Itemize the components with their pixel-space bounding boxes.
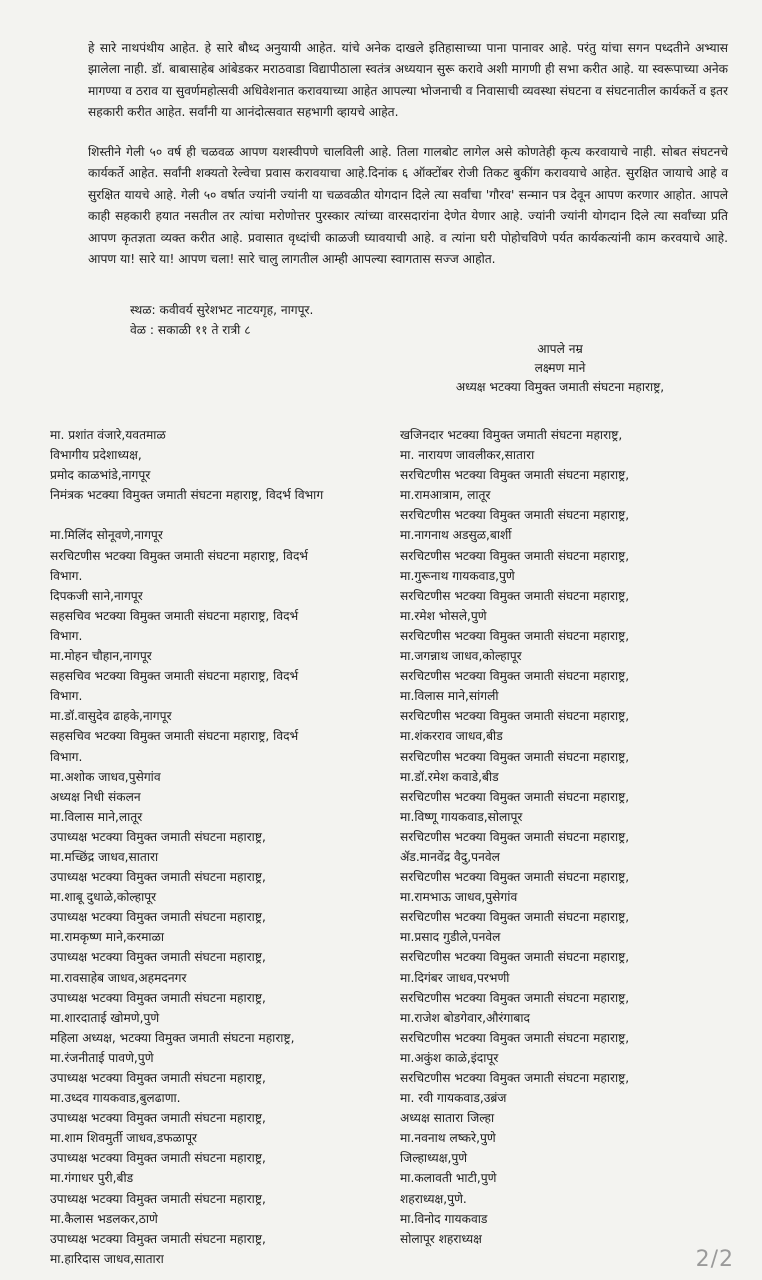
list-item: प्रमोद काळभांडे,नागपूर [50,468,151,483]
list-item: मा.जगन्नाथ जाधव,कोल्हापूर [400,649,522,664]
list-item: महिला अध्यक्ष, भटक्या विमुक्त जमाती संघटना महाराष्ट्र, [50,1030,295,1045]
list-item: मा.शाम शिवमुर्ती जाधव,डफळापूर [50,1131,197,1146]
venue-time: वेळ : सकाळी ११ ते रात्री ८ [130,323,251,337]
list-item: मा.प्रसाद गुडीले,पनवेल [400,930,501,945]
signature-block [400,340,720,397]
office-bearers-left-column [50,425,385,1269]
list-item [50,505,385,525]
list-item: मा. नारायण जावलीकर,सातारा [400,448,535,463]
list-item: निमंत्रक भटक्या विमुक्त जमाती संघटना महाराष्ट्र, विदर्भ विभाग [50,488,324,503]
list-item: मा.नवनाथ लष्करे,पुणे [400,1131,496,1146]
signature-name: लक्ष्मण माने [534,361,586,375]
list-item: मा.विलास माने,सांगली [400,689,499,704]
list-item: सरचिटणीस भटक्या विमुक्त जमाती संघटना महाराष्ट्र, [400,1030,630,1045]
list-item: सरचिटणीस भटक्या विमुक्त जमाती संघटना महाराष्ट्र, [400,588,630,603]
list-item: सरचिटणीस भटक्या विमुक्त जमाती संघटना महाराष्ट्र, [400,628,630,643]
list-item: मा.दिगंबर जाधव,परभणी [400,970,510,985]
list-item: सरचिटणीस भटक्या विमुक्त जमाती संघटना महाराष्ट्र, [400,950,630,965]
list-item: खजिनदार भटक्या विमुक्त जमाती संघटना महाराष्ट्र, [400,428,623,442]
list-item: मा.अकुंश काळे,इंदापूर [400,1050,499,1065]
venue-block [130,300,313,340]
list-item: सहसचिव भटक्या विमुक्त जमाती संघटना महाराष्ट्र, विदर्भ [50,608,299,623]
paragraph-intro: हे सारे नाथपंथीय आहेत. हे सारे बौध्द अनुयायी आहेत. यांचे अनेक दाखले इतिहासाच्या पाना पानावर आहे. परंतु यांचा सगन पध्दतीने अभ्यास झालेला नाही. डॉ. बाबासाहेब आंबेडकर मराठवाडा विद्यापीठाला स्वतंत्र अध्ययान सुरू करावे अशी मागणी ही सभा करीत आहे. या स्वरूपाच्या अनेक मागण्या व ठराव या सुवर्णमहोत्सवी अधिवेशनात करावयाच्या आहेत आपल्या भोजनाची व निवासाची व्यवस्था संघटना व संघटनातील कार्यकर्ते व इतर सहकारी करीत आहेत. सर्वांनी या आनंदोत्सवात सहभागी व्हायचे आहेत. [88,41,728,120]
list-item: सहसचिव भटक्या विमुक्त जमाती संघटना महाराष्ट्र, विदर्भ [50,669,299,684]
list-item: मा.विष्णू गायकवाड,सोलापूर [400,809,523,824]
venue-place: स्थळ: कवीवर्य सुरेशभट नाटयगृह, नागपूर. [130,303,314,317]
list-item: मा.विनोद गायकवाड [400,1211,488,1226]
list-item: मा.डॉ.रमेश कवाडे,बीड [400,769,499,784]
list-item: सरचिटणीस भटक्या विमुक्त जमाती संघटना महाराष्ट्र, [400,829,630,844]
list-item: दिपकजी साने,नागपूर [50,588,143,603]
signature-title: अध्यक्ष भटक्या विमुक्त जमाती संघटना महाराष्ट्र, [455,380,665,394]
list-item: मा.रामभाऊ जाधव,पुसेगांव [400,890,518,905]
list-item: सरचिटणीस भटक्या विमुक्त जमाती संघटना महाराष्ट्र, [400,508,630,523]
list-item: अध्यक्ष सातारा जिल्हा [400,1111,495,1126]
list-item: सरचिटणीस भटक्या विमुक्त जमाती संघटना महाराष्ट्र, [400,789,630,804]
list-item: विभाग. [50,568,83,583]
list-item: सरचिटणीस भटक्या विमुक्त जमाती संघटना महाराष्ट्र, [400,669,630,684]
list-item: उपाध्यक्ष भटक्या विमुक्त जमाती संघटना महाराष्ट्र, [50,950,266,965]
list-item: मा.विलास माने,लातूर [50,809,143,824]
signature-salutation: आपले नम्र [537,342,583,356]
list-item: सरचिटणीस भटक्या विमुक्त जमाती संघटना महाराष्ट्र, विदर्भ [50,548,308,563]
list-item: सरचिटणीस भटक्या विमुक्त जमाती संघटना महाराष्ट्र, [400,870,630,885]
list-item: मा.मिलिंद सोनूवणे,नागपूर [50,528,163,543]
list-item: मा.शारदाताई खोमणे,पुणे [50,1010,160,1025]
list-item: मा.उध्दव गायकवाड,बुलढाणा. [50,1091,181,1106]
list-item: विभाग. [50,689,83,704]
list-item: मा.कलावती भाटी,पुणे [400,1171,497,1186]
list-item: सरचिटणीस भटक्या विमुक्त जमाती संघटना महाराष्ट्र, [400,990,630,1005]
list-item: मा.डॉ.वासुदेव ढाहके,नागपूर [50,709,172,724]
list-item: उपाध्यक्ष भटक्या विमुक्त जमाती संघटना महाराष्ट्र, [50,1191,266,1206]
list-item: विभाग. [50,628,83,643]
list-item: विभाग. [50,749,83,764]
list-item: सहसचिव भटक्या विमुक्त जमाती संघटना महाराष्ट्र, विदर्भ [50,729,299,744]
page-indicator: 2/2 [695,1247,734,1272]
list-item: मा.हारिदास जाधव,सातारा [50,1251,164,1266]
list-item: उपाध्यक्ष भटक्या विमुक्त जमाती संघटना महाराष्ट्र, [50,829,266,844]
list-item: मा.शंकरराव जाधव,बीड [400,729,503,744]
list-item: उपाध्यक्ष भटक्या विमुक्त जमाती संघटना महाराष्ट्र, [50,1111,266,1126]
list-item: मा.शाबू दुधाळे,कोल्हापूर [50,890,157,905]
list-item: मा.रावसाहेब जाधव,अहमदनगर [50,970,187,985]
list-item: मा.मोहन चौहान,नागपूर [50,649,152,664]
office-bearers-right-column [400,425,730,1249]
list-item: जिल्हाध्यक्ष,पुणे [400,1151,468,1166]
list-item: मा.राजेश बोडगेवार,औरंगाबाद [400,1010,531,1025]
list-item: मा. प्रशांत वंजारे,यवतमाळ [50,428,166,442]
list-item: उपाध्यक्ष भटक्या विमुक्त जमाती संघटना महाराष्ट्र, [50,870,266,885]
list-item: सरचिटणीस भटक्या विमुक्त जमाती संघटना महाराष्ट्र, [400,1071,630,1085]
list-item: मा.रमेश भोसले,पुणे [400,608,487,623]
list-item: मा.गंगाधर पुरी,बीड [50,1171,134,1186]
list-item: उपाध्यक्ष भटक्या विमुक्त जमाती संघटना महाराष्ट्र, [50,1151,266,1166]
list-item: सरचिटणीस भटक्या विमुक्त जमाती संघटना महाराष्ट्र, [400,548,630,563]
list-item: सरचिटणीस भटक्या विमुक्त जमाती संघटना महाराष्ट्र, [400,910,630,925]
list-item: मा.अशोक जाधव,पुसेगांव [50,769,161,784]
list-item: उपाध्यक्ष भटक्या विमुक्त जमाती संघटना महाराष्ट्र, [50,1231,266,1246]
list-item: सोलापूर शहराध्यक्ष [400,1231,482,1246]
list-item: मा.रंजनीताई पावणे,पुणे [50,1050,154,1065]
list-item: मा.कैलास भडलकर,ठाणे [50,1211,158,1226]
list-item: शहराध्यक्ष,पुणे. [400,1191,467,1206]
list-item: उपाध्यक्ष भटक्या विमुक्त जमाती संघटना महाराष्ट्र, [50,990,266,1005]
list-item: मा.मच्छिंद्र जाधव,सातारा [50,849,159,864]
list-item: सरचिटणीस भटक्या विमुक्त जमाती संघटना महाराष्ट्र, [400,749,630,764]
list-item: मा.रामकृष्ण माने,करमाळा [50,930,165,945]
list-item: उपाध्यक्ष भटक्या विमुक्त जमाती संघटना महाराष्ट्र, [50,1071,266,1085]
list-item: सरचिटणीस भटक्या विमुक्त जमाती संघटना महाराष्ट्र, [400,468,630,483]
list-item: ॲड.मानवेंद्र वैदु,पनवेल [400,849,500,864]
list-item: विभागीय प्रदेशाध्यक्ष, [50,448,142,463]
list-item: मा.रामआत्राम, लातूर [400,488,491,503]
list-item: सरचिटणीस भटक्या विमुक्त जमाती संघटना महाराष्ट्र, [400,709,630,724]
list-item: मा. रवी गायकवाड,उब्रंज [400,1091,507,1106]
list-item: अध्यक्ष निधी संकलन [50,789,141,804]
list-item: मा.गुरूनाथ गायकवाड,पुणे [400,568,515,583]
list-item: मा.नागनाथ अडसुळ,बार्शी [400,528,512,543]
list-item: उपाध्यक्ष भटक्या विमुक्त जमाती संघटना महाराष्ट्र, [50,910,266,925]
paragraph-instructions: शिस्तीने गेली ५० वर्ष ही चळवळ आपण यशस्वीपणे चालविली आहे. तिला गालबोट लागेल असे कोणतेही कृत्य करवायाचे नाही. सोबत संघटनचे कार्यकर्ते आहेत. सर्वांनी शक्यतो रेल्वेचा प्रवास करावयाचा आहे.दिनांक ६ ऑक्टोंबर रोजी तिकट बुकींग करावयाचे आहेत. सुरक्षित जायाचे आहे व सुरक्षित यायचे आहे. गेली ५० वर्षात ज्यांनी ज्यांनी या चळवळीत योगदान दिले त्या सर्वांचा 'गौरव' सन्मान पत्र देवून आपण करणार आहोत. आपले काही सहकारी हयात नसतील तर त्यांचा मरोणोत्तर पुरस्कार त्यांच्या वारसदारांना देणेत येणार आहे. ज्यांनी ज्यांनी योगदान दिले त्या सर्वांच्या प्रति आपण कृतज्ञता व्यक्त करीत आहे. प्रवासात वृध्दांची काळजी घ्यावयाची आहे. व त्यांना घरी पोहोचविणे पर्यत कार्यकत्यांनी काम करवयाचे आहे. आपण या! सारे या! आपण चला! सारे चालु लागतील आम्ही आपल्या स्वागतास सज्ज आहोत. [88,145,728,267]
